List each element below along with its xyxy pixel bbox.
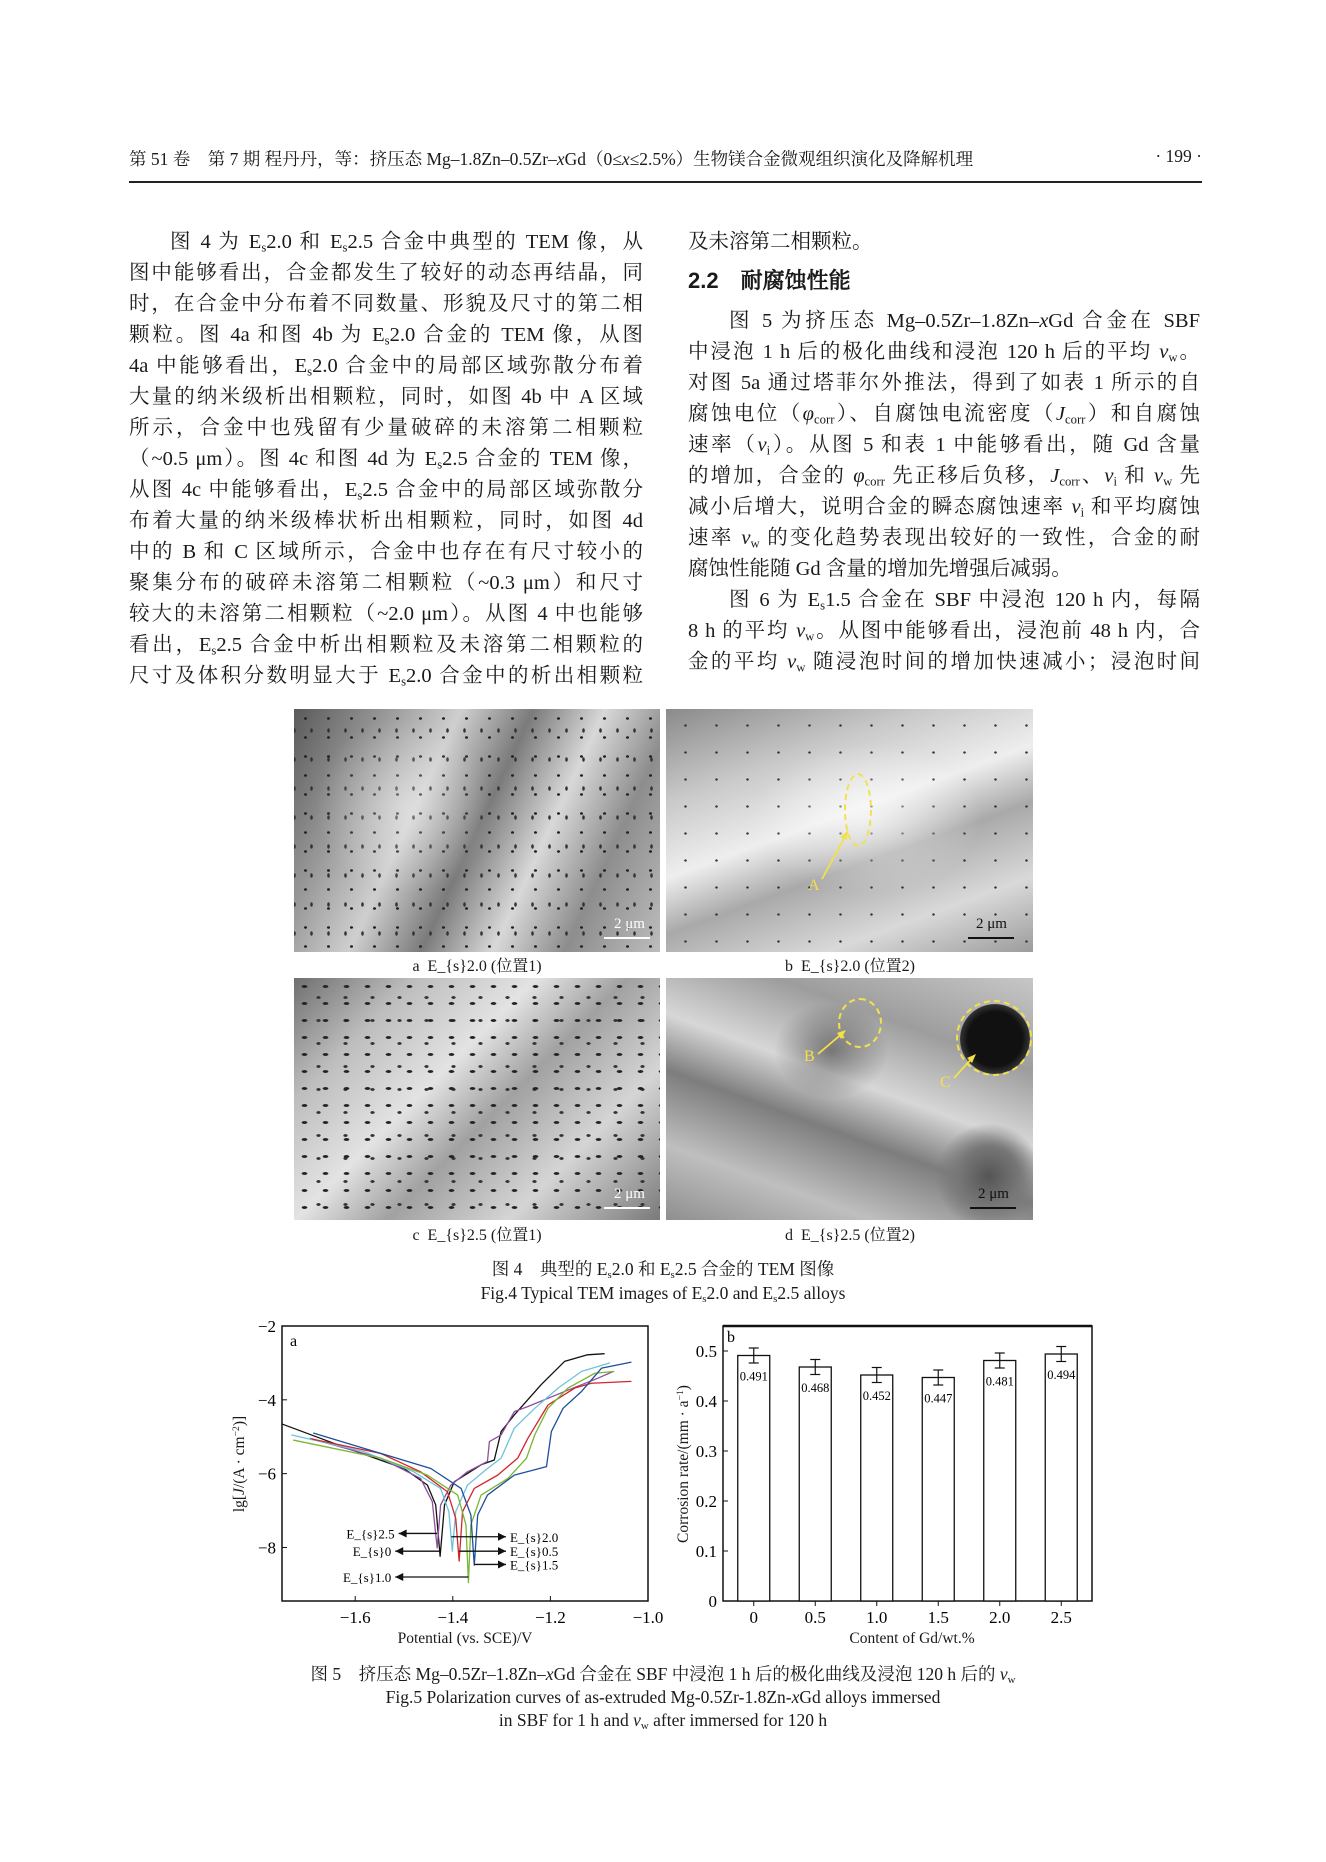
tem-image-b: [666, 709, 1033, 952]
paragraph-line: 图中能够看出，合金都发生了较好的动态再结晶，同: [129, 262, 643, 284]
paragraph-line: 颗粒。图 4a 和图 4b 为 $E_s2.0$ 合金的 TEM 像，从图: [129, 324, 643, 348]
paragraph-line: 速率$(v_i)$。从图 5 和表 1 中能够看出，随 Gd 含量: [688, 434, 1201, 458]
paragraph-corrosion: [688, 306, 1200, 585]
scale-bar: [968, 937, 1014, 939]
curve-label: E_{s}2.0: [509, 1529, 559, 1545]
paragraph-line: 中浸泡 1 h 后的极化曲线和浸泡 120 h 后的平均 $v_w$。: [688, 341, 1201, 365]
paragraph-line: 图 4 为 $E_s2.0$ 和 $E_s2.5$ 合金中典型的 TEM 像，从: [170, 231, 643, 255]
scale-bar: [604, 937, 650, 939]
section-heading: 2.2 耐腐蚀性能: [688, 268, 851, 293]
x-tick-label: 1.0: [866, 1608, 888, 1627]
curve-label: E_{s}0: [352, 1544, 392, 1560]
paragraph-line: 金的平均 $v_w$ 随浸泡时间的增加快速减小；浸泡时间: [688, 651, 1201, 675]
tem-caption-a: a E_{s}2.0 (位置1): [412, 958, 542, 975]
paragraph-immersion: [688, 585, 1200, 678]
curve-label: E_{s}2.5: [346, 1526, 395, 1542]
polarization-chart: [220, 1310, 664, 1640]
polarization-curve-Es2-0: [291, 1363, 610, 1551]
panel-label: a: [290, 1333, 298, 1350]
bar-1.5: [922, 1378, 954, 1602]
region-arrows: [666, 978, 1033, 1220]
x-tick-label: −1.4: [437, 1608, 469, 1627]
arrowhead-icon: [498, 1560, 506, 1568]
arrowhead-icon: [395, 1547, 403, 1555]
region-a-label: A: [808, 877, 820, 894]
polarization-curve-Es0: [282, 1354, 605, 1560]
chart-b-ylabel: Corrosion rate/(mm · $a^{-1}$): [675, 1385, 692, 1543]
bar-0.5: [799, 1367, 831, 1601]
plot-frame: [282, 1326, 648, 1601]
y-tick-label: 0.2: [695, 1492, 717, 1511]
bar-value-label: 0.452: [862, 1389, 891, 1403]
paragraph-line: 腐蚀电位$(\varphi_{corr})$、自腐蚀电流密度$(J_{corr})$和自腐蚀: [688, 403, 1201, 427]
y-tick-label: −6: [257, 1464, 276, 1484]
paragraph-line: 腐蚀性能随 Gd 含量的增加先增强后减弱。: [688, 558, 1072, 580]
paragraph-line: 大量的纳米级析出相颗粒，同时，如图 4b 中 A 区域: [129, 386, 643, 408]
figure5-caption-en-2: in SBF for 1 h and $v_w$ after immersed for 120 h: [498, 1710, 828, 1733]
paragraph-line: 聚集分布的破碎未溶第二相颗粒（~0.3 μm）和尺寸: [129, 572, 643, 594]
paragraph-line: 中的 B 和 C 区域所示，合金中也存在有尺寸较小的: [129, 541, 643, 563]
bar-2.0: [984, 1361, 1016, 1602]
bar-0: [738, 1356, 770, 1602]
y-tick-label: −2: [257, 1317, 276, 1336]
bar-value-label: 0.447: [924, 1391, 953, 1406]
left-column: [129, 227, 643, 692]
figure5-caption-en-1: Fig.5 Polarization curves of as-extruded Mg-0.5Zr-1.8Zn-xGd alloys immersed: [385, 1687, 941, 1707]
x-tick-label: −1.2: [534, 1608, 566, 1627]
y-tick-label: −8: [257, 1538, 276, 1558]
running-title: 第 51 卷 第 7 期 程丹丹，等：挤压态 Mg–1.8Zn–0.5Zr–xGd（0≤x≤2.5%）生物镁合金微观组织演化及降解机理: [129, 149, 974, 169]
header-rule: [129, 181, 1202, 183]
curve-label: E_{s}0.5: [509, 1544, 559, 1560]
x-tick-label: −1.0: [632, 1608, 664, 1627]
scale-bar: [970, 1207, 1016, 1209]
paragraph-line: 尺寸及体积分数明显大于 $E_s2.0$ 合金中的析出相颗粒: [129, 665, 643, 689]
curve-label: E_{s}1.5: [509, 1557, 559, 1573]
scale-bar-label: 2 μm: [978, 1186, 1009, 1202]
polarization-curve-Es1-0: [293, 1371, 614, 1582]
tem-image-a: [294, 709, 660, 952]
tem-caption-b: b E_{s}2.0 (位置2): [784, 958, 916, 975]
bar-2.5: [1045, 1354, 1077, 1601]
scale-bar: [604, 1207, 650, 1209]
paragraph-line: 减小后增大，说明合金的瞬态腐蚀速率 $v_i$ 和平均腐蚀: [688, 496, 1201, 520]
paragraph-line: 看出，$E_s2.5$ 合金中析出相颗粒及未溶第二相颗粒的: [129, 634, 643, 658]
scale-bar-label: 2 μm: [614, 916, 645, 932]
paragraph-line: 4a 中能够看出，$E_s2.0$ 合金中的局部区域弥散分布着: [129, 355, 643, 379]
panel-label: b: [727, 1329, 735, 1346]
paragraph-line: 8 h 的平均 $v_w$。从图中能够看出，浸泡前 48 h 内，合: [688, 620, 1201, 644]
chart-a-xlabel: Potential (vs. SCE)/V: [397, 1630, 533, 1647]
chart-b-xlabel: Content of Gd/wt.%: [849, 1630, 975, 1647]
paragraph-line: 的增加，合金的 $\varphi_{corr}$ 先正移后负移，$J_{corr}$、$v_i$ 和 $v_w$ 先: [688, 465, 1201, 489]
scale-bar-label: 2 μm: [614, 1186, 645, 1202]
x-tick-label: 0: [749, 1608, 758, 1627]
y-tick-label: 0.4: [695, 1392, 717, 1411]
y-tick-label: −4: [257, 1390, 276, 1410]
region-c-label: C: [940, 1074, 951, 1091]
x-tick-label: 0.5: [804, 1608, 826, 1627]
tem-image-c: [294, 978, 660, 1220]
arrowhead-icon: [498, 1547, 506, 1555]
paragraph-line: 及未溶第二相颗粒。: [688, 231, 873, 253]
arrowhead-icon: [498, 1533, 506, 1541]
right-column: [688, 227, 1200, 678]
tem-image-d: [666, 978, 1033, 1220]
tem-caption-d: d E_{s}2.5 (位置2): [784, 1227, 916, 1244]
arrowhead-icon: [399, 1529, 407, 1537]
x-tick-label: 1.5: [927, 1608, 949, 1627]
figure4-caption-cn: 图 4 典型的 $E_s2.0$ 和 $E_s2.5$ 合金的 TEM 图像: [491, 1259, 835, 1282]
curve-label: E_{s}1.0: [342, 1570, 392, 1586]
paragraph-line: 所示，合金中也残留有少量破碎的未溶第二相颗粒: [129, 417, 643, 439]
y-tick-label: 0.5: [695, 1342, 717, 1361]
paragraph-line: 对图 5a 通过塔菲尔外推法，得到了如表 1 所示的自: [688, 372, 1200, 394]
y-tick-label: 0: [708, 1592, 717, 1611]
paragraph-line: 速率 $v_w$ 的变化趋势表现出较好的一致性，合金的耐: [688, 527, 1201, 551]
scale-bar-label: 2 μm: [976, 916, 1007, 932]
bar-value-label: 0.481: [985, 1374, 1014, 1389]
x-tick-label: 2.0: [989, 1608, 1011, 1627]
paragraph-line: 较大的未溶第二相颗粒（~2.0 μm）。从图 4 中也能够: [129, 603, 643, 625]
paragraph-line: 图 5 为挤压态 Mg–0.5Zr–1.8Zn–xGd 合金在 SBF: [729, 310, 1200, 332]
paragraph-line: （~0.5 μm）。图 4c 和图 4d 为 $E_s2.5$ 合金的 TEM 像，: [129, 448, 643, 472]
tem-caption-c: c E_{s}2.5 (位置1): [412, 1227, 542, 1244]
paragraph-line: 时，在合金中分布着不同数量、形貌及尺寸的第二相: [129, 293, 643, 315]
paragraph-line: 从图 4c 中能够看出，$E_s2.5$ 合金中的局部区域弥散分: [129, 479, 644, 503]
bar-value-label: 0.468: [801, 1381, 830, 1395]
x-tick-label: −1.6: [339, 1608, 371, 1627]
y-tick-label: 0.1: [695, 1542, 717, 1561]
region-b-label: B: [804, 1048, 815, 1065]
bar-value-label: 0.494: [1047, 1368, 1076, 1382]
arrowhead-icon: [395, 1573, 403, 1581]
figure5-caption-cn: 图 5 挤压态 Mg–0.5Zr–1.8Zn–xGd 合金在 SBF 中浸泡 1 h 后的极化曲线及浸泡 120 h 后的 $v_w$: [310, 1664, 1016, 1687]
bar-1.0: [861, 1375, 893, 1601]
x-tick-label: 2.5: [1050, 1608, 1072, 1627]
page-number: · 199 ·: [1155, 146, 1202, 166]
corrosion-rate-chart: [680, 1310, 1120, 1640]
plot-frame: [723, 1326, 1092, 1601]
bar-value-label: 0.491: [739, 1369, 768, 1384]
figure4-caption-en: Fig.4 Typical TEM images of $E_s2.0$ and $E_s2.5$ alloys: [480, 1283, 846, 1306]
paragraph-line: 图 6 为 $E_s1.5$ 合金在 SBF 中浸泡 120 h 内，每隔: [729, 589, 1200, 613]
chart-a-ylabel: $\lg[J/(A \cdot cm^{-2})]$: [231, 1415, 248, 1513]
paragraph-line: 布着大量的纳米级棒状析出相颗粒，同时，如图 4d: [129, 510, 643, 532]
y-tick-label: 0.3: [695, 1442, 717, 1461]
